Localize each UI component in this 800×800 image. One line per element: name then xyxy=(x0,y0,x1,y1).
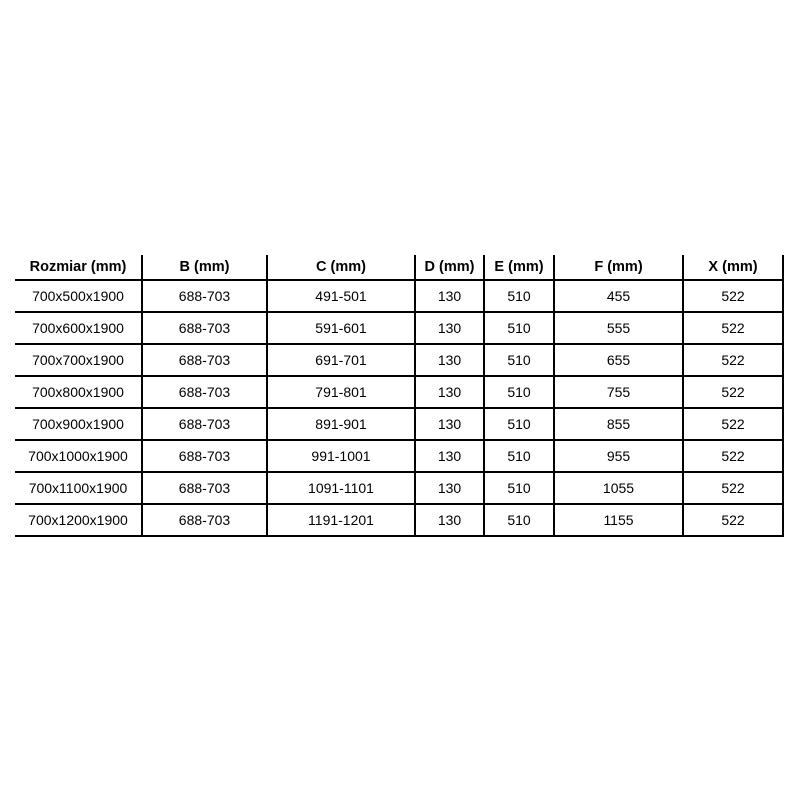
table-cell: 455 xyxy=(554,280,683,312)
table-row-header xyxy=(15,255,783,280)
table-cell: 688-703 xyxy=(142,376,267,408)
table-cell: 700x1200x1900 xyxy=(15,504,142,536)
table-cell: 688-703 xyxy=(142,440,267,472)
table-cell: 510 xyxy=(484,312,554,344)
table-cell: 1191-1201 xyxy=(267,504,415,536)
table-cell: 1155 xyxy=(554,504,683,536)
column-header: E (mm) xyxy=(484,255,554,280)
column-header: F (mm) xyxy=(554,255,683,280)
table-cell: 700x1100x1900 xyxy=(15,472,142,504)
dimensions-table-container xyxy=(15,255,784,537)
table-cell: 555 xyxy=(554,312,683,344)
dimensions-table xyxy=(15,255,784,537)
table-cell: 700x500x1900 xyxy=(15,280,142,312)
table-cell: 510 xyxy=(484,376,554,408)
table-cell: 522 xyxy=(683,280,783,312)
table-cell: 891-901 xyxy=(267,408,415,440)
table-cell: 688-703 xyxy=(142,280,267,312)
table-cell: 522 xyxy=(683,472,783,504)
table-cell: 522 xyxy=(683,312,783,344)
table-cell: 700x900x1900 xyxy=(15,408,142,440)
table-cell: 655 xyxy=(554,344,683,376)
column-header: X (mm) xyxy=(683,255,783,280)
column-header: D (mm) xyxy=(415,255,484,280)
table-cell: 791-801 xyxy=(267,376,415,408)
table-cell: 130 xyxy=(415,280,484,312)
table-row xyxy=(15,344,783,376)
table-cell: 991-1001 xyxy=(267,440,415,472)
table-cell: 700x600x1900 xyxy=(15,312,142,344)
table-cell: 688-703 xyxy=(142,408,267,440)
table-row xyxy=(15,408,783,440)
table-cell: 522 xyxy=(683,504,783,536)
table-cell: 691-701 xyxy=(267,344,415,376)
table-row xyxy=(15,376,783,408)
table-cell: 510 xyxy=(484,504,554,536)
table-cell: 522 xyxy=(683,344,783,376)
table-row xyxy=(15,472,783,504)
table-cell: 1091-1101 xyxy=(267,472,415,504)
table-body xyxy=(15,280,783,536)
table-cell: 130 xyxy=(415,440,484,472)
table-cell: 130 xyxy=(415,312,484,344)
table-cell: 522 xyxy=(683,440,783,472)
table-cell: 688-703 xyxy=(142,344,267,376)
table-cell: 510 xyxy=(484,440,554,472)
column-header: Rozmiar (mm) xyxy=(15,255,142,280)
table-row xyxy=(15,280,783,312)
table-row xyxy=(15,312,783,344)
table-cell: 1055 xyxy=(554,472,683,504)
table-header-row xyxy=(15,255,783,280)
table-cell: 491-501 xyxy=(267,280,415,312)
table-cell: 510 xyxy=(484,280,554,312)
table-cell: 700x1000x1900 xyxy=(15,440,142,472)
table-cell: 700x800x1900 xyxy=(15,376,142,408)
table-cell: 688-703 xyxy=(142,472,267,504)
table-cell: 855 xyxy=(554,408,683,440)
table-row xyxy=(15,440,783,472)
table-cell: 510 xyxy=(484,472,554,504)
table-cell: 688-703 xyxy=(142,312,267,344)
table-cell: 130 xyxy=(415,344,484,376)
table-row xyxy=(15,504,783,536)
table-cell: 130 xyxy=(415,376,484,408)
table-cell: 522 xyxy=(683,376,783,408)
table-cell: 510 xyxy=(484,344,554,376)
table-cell: 510 xyxy=(484,408,554,440)
column-header: B (mm) xyxy=(142,255,267,280)
table-cell: 688-703 xyxy=(142,504,267,536)
table-cell: 522 xyxy=(683,408,783,440)
table-cell: 700x700x1900 xyxy=(15,344,142,376)
table-cell: 955 xyxy=(554,440,683,472)
table-cell: 755 xyxy=(554,376,683,408)
table-cell: 130 xyxy=(415,408,484,440)
table-cell: 130 xyxy=(415,504,484,536)
table-cell: 130 xyxy=(415,472,484,504)
column-header: C (mm) xyxy=(267,255,415,280)
table-cell: 591-601 xyxy=(267,312,415,344)
